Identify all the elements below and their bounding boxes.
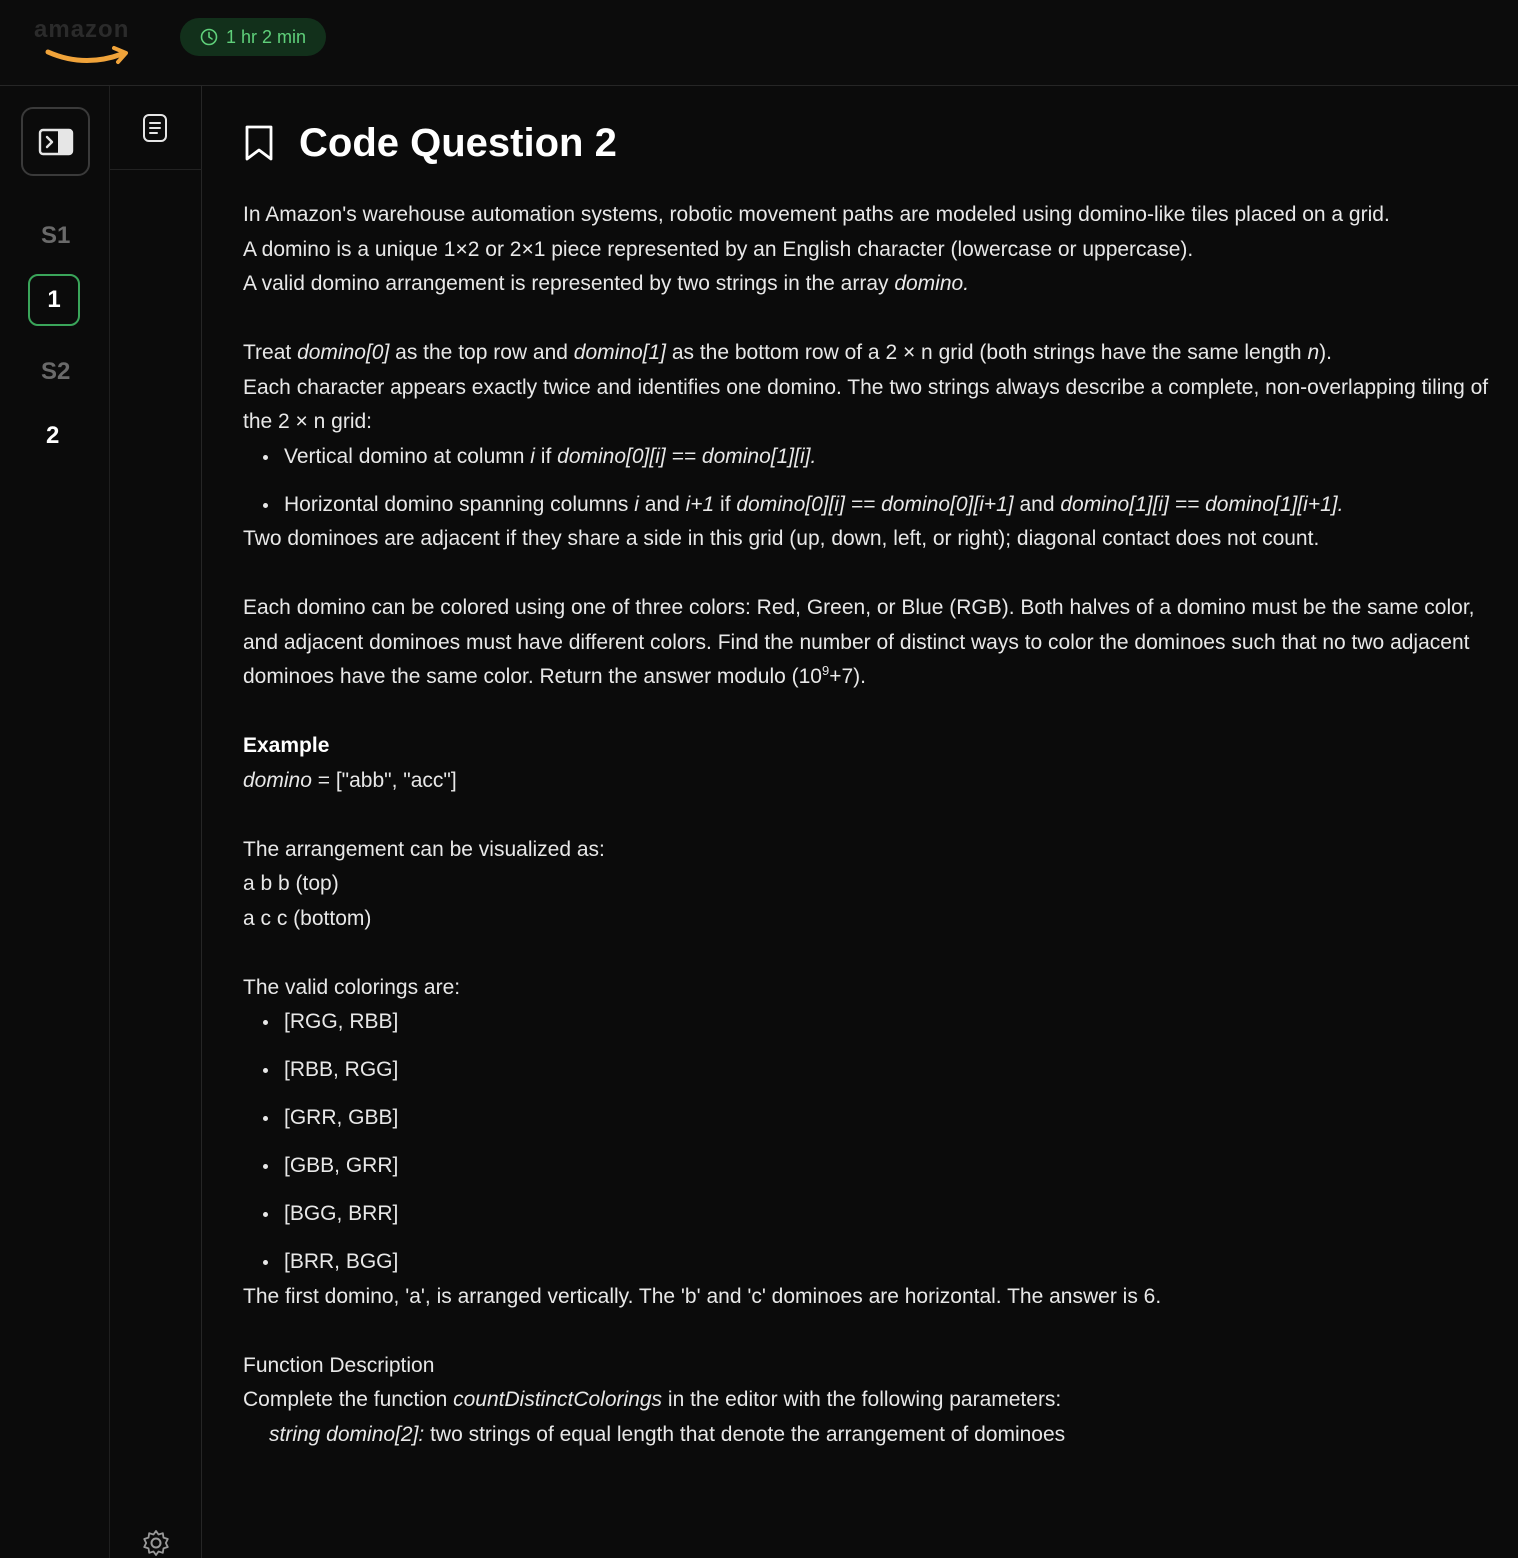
list-item <box>243 440 1498 475</box>
section-label-s2: S2 <box>41 358 71 385</box>
question-description <box>243 198 1498 1452</box>
exponent: 9 <box>822 663 830 678</box>
example-var: domino <box>243 768 312 792</box>
top-bar <box>0 0 1518 86</box>
list-item <box>243 488 1498 523</box>
treat-line-2: Each character appears exactly twice and identifies one domino. The two strings always describe a complete, non-overlapping tiling of the 2 × n grid: <box>243 375 1489 433</box>
function-description-text <box>243 1383 1498 1418</box>
parameter-line <box>243 1418 1498 1453</box>
parameter-description: two strings of equal length that denote the arrangement of dominoes <box>424 1422 1066 1446</box>
intro-line-1: In Amazon's warehouse automation systems, robotic movement paths are modeled using domino-like tiles placed on a grid. <box>243 203 1390 226</box>
rule-text: Horizontal domino spanning columns <box>284 492 635 516</box>
valid-colorings-list <box>243 1005 1498 1280</box>
intro-line-3-text: A valid domino arrangement is represented by two strings in the array <box>243 272 895 295</box>
coloring-paragraph <box>243 591 1498 695</box>
example-value: = ["abb", "acc"] <box>311 768 457 792</box>
panel-toggle-icon <box>38 128 74 156</box>
tool-column-header <box>110 86 202 170</box>
treat-text-3: as the bottom row of a 2 × n grid (both strings have the same length <box>666 341 1308 364</box>
fn-text-end: in the editor with the following parameters: <box>662 1388 1062 1411</box>
adjacency-text: Two dominoes are adjacent if they share a side in this grid (up, down, left, or right); diagonal contact does not count. <box>243 527 1320 550</box>
list-item: [RBB, RGG] <box>243 1053 1498 1088</box>
example-input <box>243 764 1498 799</box>
coloring-text: Each domino can be colored using one of three colors: Red, Green, or Blue (RGB). Both halves of a domino must be the same color, and adjacent dominoes must have different colors. Find the number of distinct ways to color the dominoes such that no two adjacent dominoes have the same color. Return the answer modulo (10 <box>243 596 1475 688</box>
smile-arrow-icon <box>44 42 144 72</box>
timer-label: 1 hr 2 min <box>226 26 307 47</box>
rule-var: i <box>634 492 639 516</box>
list-item: [BRR, BGG] <box>243 1245 1498 1280</box>
parameter-signature: string domino[2]: <box>269 1422 425 1446</box>
list-item: [GBB, GRR] <box>243 1149 1498 1184</box>
visualized-label: The arrangement can be visualized as: <box>243 837 605 861</box>
rule-expression: domino[0][i] == domino[1][i]. <box>557 444 817 468</box>
bottom-row-text: a c c (bottom) <box>243 906 372 930</box>
valid-colorings-label: The valid colorings are: <box>243 975 461 999</box>
function-description-heading: Function Description <box>243 1353 435 1377</box>
fn-text: Complete the function <box>243 1388 454 1411</box>
top-row-text: a b b (top) <box>243 872 339 895</box>
rule-text: if <box>534 444 558 468</box>
rule-text: Vertical domino at column <box>284 444 531 468</box>
question-nav-rail <box>0 86 110 1558</box>
rule-text: and <box>1013 492 1061 516</box>
intro-line-2: A domino is a unique 1×2 or 2×1 piece represented by an English character (lowercase or uppercase). <box>243 237 1194 261</box>
amazon-logo <box>30 12 160 64</box>
rule-expression: domino[0][i] == domino[0][i+1] <box>736 492 1014 516</box>
bookmark-icon[interactable] <box>243 124 275 162</box>
question-title: Code Question 2 <box>299 120 617 165</box>
section-label-s1: S1 <box>41 222 71 249</box>
rule-var: i <box>530 444 535 468</box>
list-item: [GRR, GBB] <box>243 1101 1498 1136</box>
list-item: [RGG, RBB] <box>243 1005 1498 1040</box>
tool-column <box>110 86 202 1558</box>
list-item: [BGG, BRR] <box>243 1197 1498 1232</box>
collapse-panel-button[interactable] <box>21 107 90 176</box>
treat-text-2: as the top row and <box>389 341 574 364</box>
question-header <box>243 118 617 168</box>
question-2-button[interactable]: 2 <box>46 422 60 449</box>
example-heading: Example <box>243 734 330 757</box>
coloring-text-end: +7). <box>829 665 867 688</box>
treat-paragraph <box>243 336 1498 371</box>
rule-expression: domino[1][i] == domino[1][i+1]. <box>1060 492 1344 516</box>
treat-text-1: Treat <box>243 341 298 364</box>
document-icon[interactable] <box>141 112 169 144</box>
clock-icon <box>200 28 218 46</box>
rule-text: if <box>714 492 737 516</box>
question-1-button[interactable]: 1 <box>28 274 80 326</box>
treat-var-3: n <box>1307 341 1320 364</box>
explanation-text: The first domino, 'a', is arranged vertically. The 'b' and 'c' dominoes are horizontal. The answer is 6. <box>243 1284 1162 1308</box>
domino-rules-list <box>243 440 1498 523</box>
treat-var-2: domino[1] <box>573 341 666 364</box>
function-name: countDistinctColorings <box>453 1388 663 1411</box>
settings-gear-icon[interactable] <box>141 1528 171 1558</box>
timer-badge <box>180 18 326 56</box>
rule-text: and <box>638 492 686 516</box>
logo-wordmark: amazon <box>34 16 130 43</box>
intro-line-3-var: domino. <box>894 272 970 295</box>
rule-var: i+1 <box>685 492 715 516</box>
treat-var-1: domino[0] <box>297 341 390 364</box>
intro-line-3 <box>243 267 1498 302</box>
treat-text-4: ). <box>1319 341 1332 364</box>
